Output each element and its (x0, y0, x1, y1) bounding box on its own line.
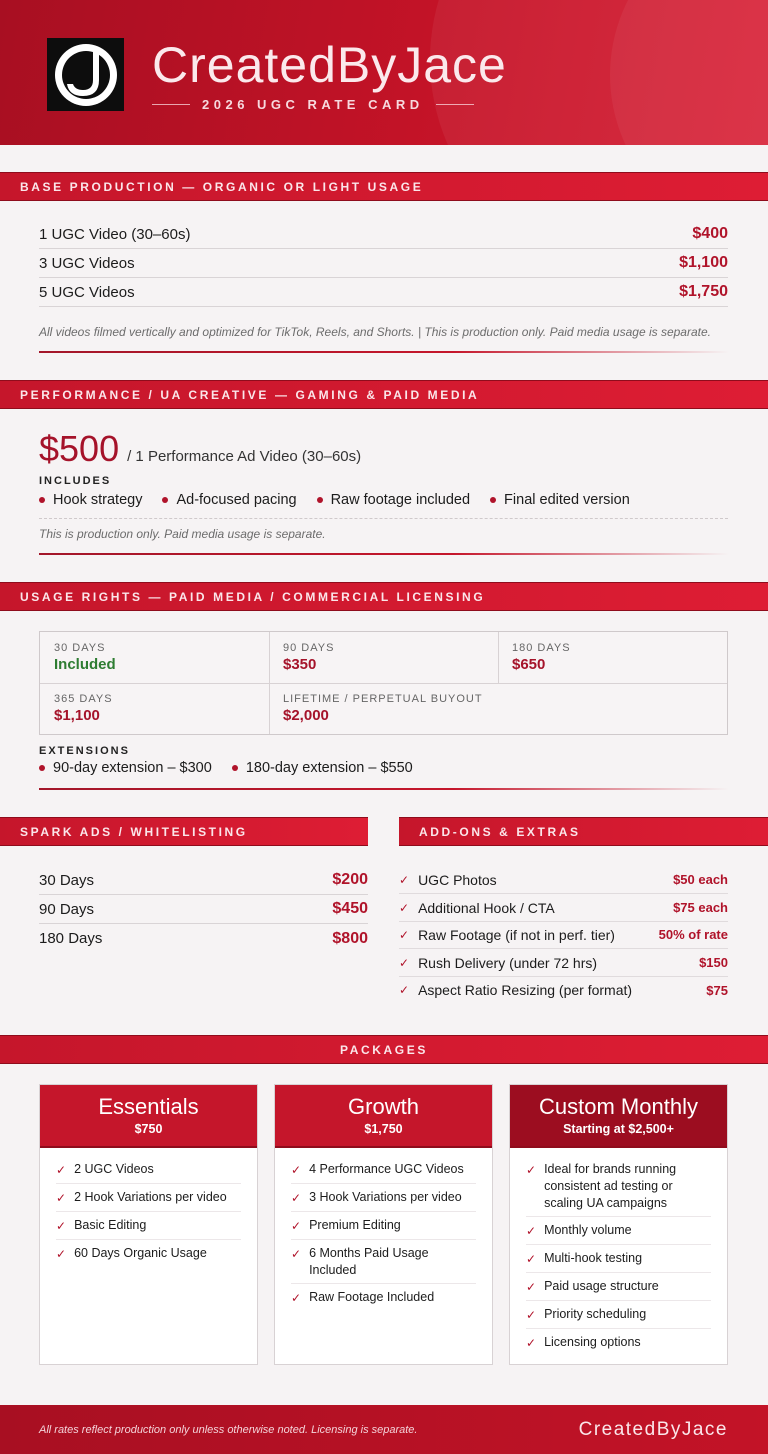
section-bar-performance (0, 380, 768, 409)
feature-label: Monthly volume (544, 1223, 632, 1237)
checkmark-icon: ✓ (56, 1247, 67, 1261)
addon-label: UGC Photos (418, 871, 497, 888)
performance-price (39, 428, 361, 470)
rights-value: $2,000 (283, 707, 329, 724)
addon-price: $50 each (673, 872, 728, 887)
addon-price: 50% of rate (658, 927, 728, 942)
checkmark-icon: ✓ (56, 1163, 67, 1177)
addon-label: Aspect Ratio Resizing (per format) (418, 982, 633, 998)
package-name: Custom Monthly (539, 1094, 698, 1119)
include-label: Final edited version (504, 492, 630, 508)
addon-price: $75 each (673, 900, 728, 915)
item-label: 1 UGC Video (30–60s) (39, 225, 191, 243)
addon-row (399, 976, 728, 1004)
item-price: $1,100 (679, 254, 728, 271)
item-price: $1,750 (679, 283, 728, 300)
feature-label: Licensing options (544, 1335, 641, 1349)
package-name: Growth (348, 1094, 419, 1119)
checkmark-icon: ✓ (56, 1219, 67, 1233)
header-decoration (610, 0, 768, 145)
bullet-dot-icon (39, 497, 45, 503)
item-price: $400 (692, 225, 728, 242)
feature-label: Ideal for brands running consistent ad testing or scaling UA campaigns (544, 1162, 677, 1210)
item-label: 3 UGC Videos (39, 254, 135, 272)
include-label: Raw footage included (330, 492, 471, 508)
include-item (490, 492, 630, 508)
checkmark-icon: ✓ (399, 872, 410, 887)
include-item (162, 492, 296, 508)
package-price: $750 (134, 1122, 163, 1136)
include-label: Hook strategy (53, 492, 143, 508)
section-bar-addons (399, 817, 768, 846)
rights-value: $650 (512, 656, 546, 673)
extension-label: 90-day extension – $300 (53, 760, 212, 776)
package-card-growth (274, 1084, 493, 1365)
addon-row (399, 866, 728, 894)
package-feature (526, 1217, 711, 1245)
rights-term: LIFETIME / PERPETUAL BUYOUT (283, 693, 483, 705)
package-price: $1,750 (364, 1122, 403, 1136)
package-feature (526, 1245, 711, 1273)
rights-value: $350 (283, 656, 317, 673)
includes-label: INCLUDES (39, 475, 112, 487)
subtitle-row (152, 96, 474, 112)
addon-label: Additional Hook / CTA (418, 899, 555, 916)
dashed-divider (39, 518, 728, 519)
checkmark-icon: ✓ (526, 1308, 537, 1322)
addon-price: $75 (706, 982, 728, 998)
checkmark-icon: ✓ (526, 1280, 537, 1294)
footer (0, 1405, 768, 1454)
checkmark-icon: ✓ (291, 1291, 302, 1305)
addon-price: $150 (699, 955, 728, 970)
package-feature (526, 1301, 711, 1329)
package-card-custom-monthly (509, 1084, 728, 1365)
checkmark-icon: ✓ (526, 1336, 537, 1350)
item-price: $450 (332, 900, 368, 917)
checkmark-icon: ✓ (399, 927, 410, 942)
include-item (39, 492, 142, 508)
section-divider (39, 351, 729, 353)
price-row (39, 895, 368, 924)
rights-term: 30 DAYS (54, 642, 106, 654)
feature-label: 3 Hook Variations per video (309, 1190, 462, 1204)
includes-list (39, 492, 630, 508)
package-features (40, 1148, 257, 1267)
item-label: 180 Days (39, 930, 103, 947)
item-price: $800 (332, 929, 368, 947)
item-label: 30 Days (39, 871, 95, 889)
addon-row (399, 949, 728, 977)
package-feature (56, 1184, 241, 1212)
bullet-dot-icon (232, 765, 238, 771)
rights-term: 365 DAYS (54, 693, 113, 705)
checkmark-icon: ✓ (399, 900, 410, 915)
package-feature (526, 1156, 711, 1217)
package-feature (56, 1240, 241, 1267)
feature-label: Priority scheduling (544, 1307, 647, 1321)
footer-note: All rates reflect production only unless otherwise noted. Licensing is separate. (39, 1423, 418, 1436)
package-card-essentials (39, 1084, 258, 1365)
section-bar-packages (0, 1035, 768, 1064)
package-feature (291, 1184, 476, 1212)
package-price: Starting at $2,500+ (563, 1122, 674, 1136)
price-row (39, 220, 728, 249)
package-feature (291, 1212, 476, 1240)
feature-label: Premium Editing (309, 1218, 401, 1232)
section-divider (39, 788, 729, 790)
extension-item (39, 760, 212, 776)
feature-label: Basic Editing (74, 1218, 147, 1232)
subtitle-line (436, 104, 474, 105)
package-feature (291, 1240, 476, 1284)
package-header (510, 1085, 727, 1148)
section-bar-usage-rights (0, 582, 768, 611)
bullet-dot-icon (490, 497, 496, 503)
section-title: SPARK ADS / WHITELISTING (20, 824, 248, 839)
feature-label: 2 UGC Videos (74, 1162, 154, 1176)
bullet-dot-icon (39, 765, 45, 771)
footer-brand: CreatedByJace (578, 1418, 728, 1440)
package-features (275, 1148, 492, 1311)
price-row (39, 924, 368, 953)
package-feature (56, 1212, 241, 1240)
rate-card-subtitle: 2026 UGC RATE CARD (202, 96, 424, 112)
package-feature (56, 1156, 241, 1184)
feature-label: 6 Months Paid Usage Included (309, 1246, 429, 1277)
package-header (275, 1085, 492, 1148)
item-label: 5 UGC Videos (39, 283, 135, 301)
rights-cell (498, 632, 585, 683)
rights-cell (269, 632, 348, 683)
checkmark-icon: ✓ (526, 1252, 537, 1266)
package-feature (291, 1284, 476, 1311)
checkmark-icon: ✓ (399, 955, 410, 970)
price-row (39, 249, 728, 278)
section-bar-base-production (0, 172, 768, 201)
feature-label: 60 Days Organic Usage (74, 1246, 207, 1260)
feature-label: 4 Performance UGC Videos (309, 1162, 464, 1176)
rights-value: $1,100 (54, 707, 100, 724)
package-name: Essentials (98, 1094, 199, 1119)
addon-label: Rush Delivery (under 72 hrs) (418, 954, 598, 971)
header (0, 0, 768, 145)
checkmark-icon: ✓ (291, 1163, 302, 1177)
rights-cell (40, 683, 127, 734)
performance-amount: $500 (39, 428, 120, 469)
package-feature (291, 1156, 476, 1184)
section-title: PERFORMANCE / UA CREATIVE — GAMING & PAID MEDIA (20, 387, 480, 402)
include-label: Ad-focused pacing (176, 492, 297, 508)
rights-term: 90 DAYS (283, 642, 335, 654)
base-production-note: All videos filmed vertically and optimized for TikTok, Reels, and Shorts. | This is production only. Paid media usage is separate. (39, 325, 711, 339)
brand-title: CreatedByJace (152, 37, 507, 93)
feature-label: Multi-hook testing (544, 1251, 643, 1265)
checkmark-icon: ✓ (291, 1219, 302, 1233)
package-header (40, 1085, 257, 1148)
feature-label: Paid usage structure (544, 1279, 659, 1293)
addon-row (399, 921, 728, 949)
checkmark-icon: ✓ (526, 1163, 537, 1177)
package-features (510, 1148, 727, 1356)
addon-row (399, 894, 728, 922)
price-row (39, 866, 368, 895)
section-title: USAGE RIGHTS — PAID MEDIA / COMMERCIAL LICENSING (20, 589, 486, 604)
extension-label: 180-day extension – $550 (245, 760, 413, 776)
item-label: 90 Days (39, 900, 95, 918)
checkmark-icon: ✓ (56, 1191, 67, 1205)
section-title: BASE PRODUCTION — ORGANIC OR LIGHT USAGE (20, 179, 424, 194)
bullet-dot-icon (162, 497, 168, 503)
addon-label: Raw Footage (if not in perf. tier) (418, 926, 615, 943)
rights-cell (40, 632, 130, 683)
extensions-list (39, 760, 413, 776)
bullet-dot-icon (317, 497, 323, 503)
section-divider (39, 553, 729, 555)
section-title: ADD-ONS & EXTRAS (419, 824, 581, 839)
package-feature (526, 1273, 711, 1301)
section-title: PACKAGES (340, 1042, 428, 1057)
include-item (317, 492, 470, 508)
package-feature (526, 1329, 711, 1356)
usage-rights-grid (39, 631, 728, 735)
section-bar-spark-ads (0, 817, 368, 846)
feature-label: 2 Hook Variations per video (74, 1190, 227, 1204)
feature-label: Raw Footage Included (309, 1290, 435, 1304)
subtitle-line (152, 104, 190, 105)
jace-logo-icon (47, 38, 124, 111)
extensions-label: EXTENSIONS (39, 745, 130, 757)
performance-note: This is production only. Paid media usage is separate. (39, 527, 326, 541)
item-price: $200 (332, 871, 368, 888)
rights-cell (269, 683, 497, 734)
checkmark-icon: ✓ (399, 983, 410, 997)
checkmark-icon: ✓ (291, 1247, 302, 1261)
checkmark-icon: ✓ (291, 1191, 302, 1205)
rights-term: 180 DAYS (512, 642, 571, 654)
performance-description: / 1 Performance Ad Video (30–60s) (127, 448, 362, 465)
extension-item (232, 760, 413, 776)
price-row (39, 278, 728, 307)
checkmark-icon: ✓ (526, 1224, 537, 1238)
rights-value: Included (54, 656, 116, 673)
